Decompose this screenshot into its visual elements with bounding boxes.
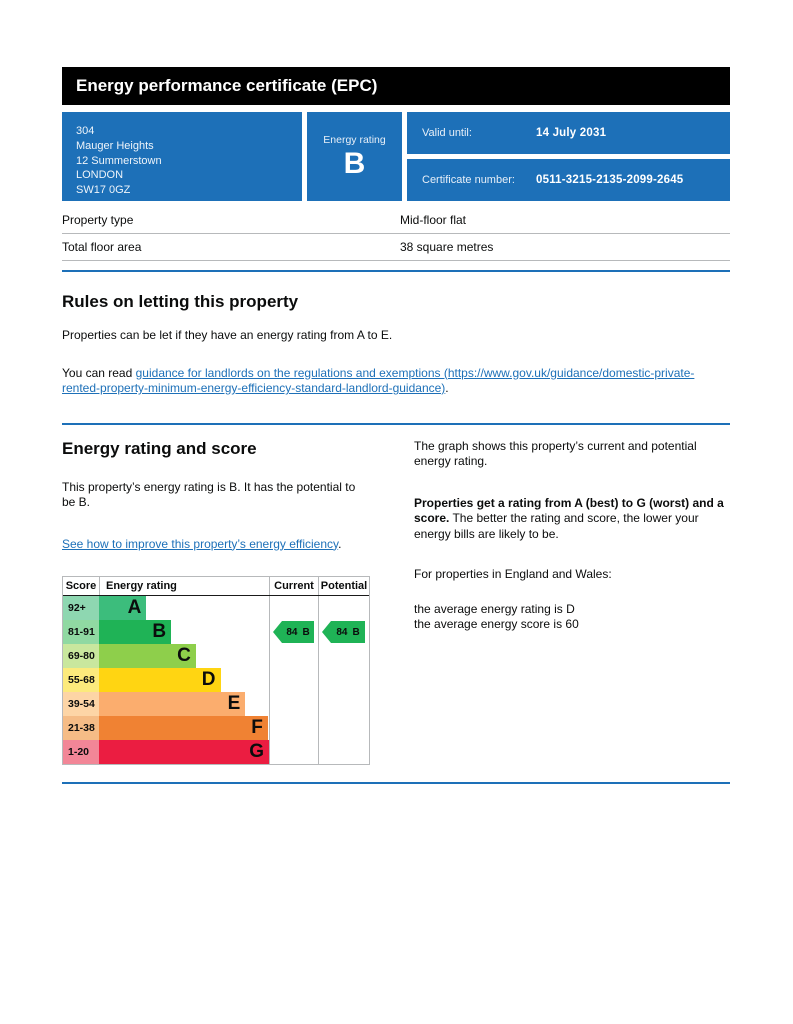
band-bar-b: B [99, 620, 171, 644]
address-line: 12 Summerstown [76, 154, 162, 167]
epc-bands [63, 596, 269, 764]
epc-band-row-e [63, 692, 269, 716]
address-line: SW17 0GZ [76, 184, 131, 197]
band-score-range: 81-91 [63, 620, 99, 644]
table-row [62, 234, 730, 261]
rating-explanation-rest: The better the rating and score, the lower your energy bills are likely to be. [414, 511, 699, 541]
band-score-range: 21-38 [63, 716, 99, 740]
epc-band-row-d [63, 668, 269, 692]
landlord-guidance-link[interactable]: guidance for landlords on the regulations and exemptions (https://www.gov.uk/guidance/domestic-private-rented-property-minimum-energy-efficiency-standard-landlord-guidance) [62, 365, 695, 395]
section-divider [62, 423, 730, 425]
epc-band-row-f [63, 716, 269, 740]
average-rating-line: the average energy rating is D [414, 601, 575, 616]
potential-column-header: Potential [318, 577, 369, 595]
rules-paragraph: Properties can be let if they have an energy rating from A to E. [62, 328, 393, 342]
national-averages [414, 602, 730, 633]
valid-until-value: 14 July 2031 [536, 127, 607, 139]
band-score-range: 39-54 [63, 692, 99, 716]
potential-score: 84 [336, 626, 348, 638]
band-score-range: 1-20 [63, 740, 99, 764]
rating-section-heading: Energy rating and score [62, 438, 257, 458]
epc-chart-header [63, 577, 369, 596]
current-rating-marker [273, 621, 314, 643]
floor-area-value: 38 square metres [400, 240, 494, 254]
band-bar-f: F [99, 716, 268, 740]
rating-summary-text: This property’s energy rating is B. It has the potential to be B. [62, 479, 356, 509]
current-column-header: Current [269, 577, 318, 595]
guidance-link-suffix: . [445, 381, 449, 395]
address-line: LONDON [76, 169, 124, 182]
property-type-value: Mid-floor flat [400, 213, 467, 227]
epc-band-row-c [63, 644, 269, 668]
potential-rating-letter: B [352, 626, 360, 638]
left-arrow-icon [322, 621, 331, 643]
band-bar-d: D [99, 668, 221, 692]
property-address [62, 112, 302, 201]
valid-until-label: Valid until: [422, 127, 472, 139]
score-column-header: Score [65, 580, 97, 592]
rating-explanation-bold: Properties get a rating from A (best) to G (worst) and a score. [414, 495, 724, 525]
current-rating-letter: B [302, 626, 310, 638]
certificate-title-bar [62, 67, 730, 105]
current-rating-column [269, 596, 318, 764]
energy-rating-label: Energy rating [323, 134, 386, 146]
improve-paragraph [62, 537, 357, 553]
table-row [62, 207, 730, 234]
energy-rating-box [307, 112, 402, 201]
rules-section-heading: Rules on letting this property [62, 292, 299, 311]
epc-band-row-b [63, 620, 269, 644]
address-line: 304 [76, 125, 95, 137]
improve-link-suffix: . [338, 536, 342, 551]
section-divider [62, 782, 730, 784]
band-bar-g: G [99, 740, 269, 764]
page-title: Energy performance certificate (EPC) [76, 76, 378, 95]
band-score-range: 55-68 [63, 668, 99, 692]
band-score-range: 69-80 [63, 644, 99, 668]
guidance-paragraph [62, 366, 712, 397]
floor-area-label: Total floor area [62, 240, 142, 254]
rating-explanation-text [414, 496, 730, 543]
guidance-link-prefix: You can read [62, 365, 136, 380]
certificate-number-label: Certificate number: [422, 174, 515, 186]
property-details-table [62, 207, 730, 261]
potential-rating-marker [322, 621, 365, 643]
certificate-summary [62, 112, 730, 201]
address-line: Mauger Heights [76, 139, 154, 152]
energy-rating-column-header: Energy rating [99, 577, 269, 595]
band-bar-c: C [99, 644, 196, 668]
band-bar-a: A [99, 596, 146, 620]
average-score-line: the average energy score is 60 [414, 617, 579, 631]
improve-efficiency-link[interactable]: See how to improve this property’s energy efficiency [62, 536, 339, 551]
valid-until-box [407, 112, 730, 154]
epc-band-row-g [63, 740, 269, 764]
potential-rating-column [318, 596, 369, 764]
energy-rating-value: B [343, 147, 366, 180]
left-arrow-icon [273, 621, 282, 643]
graph-intro-text: The graph shows this property’s current and potential energy rating. [414, 438, 697, 468]
band-bar-e: E [99, 692, 245, 716]
band-score-range: 92+ [63, 596, 99, 620]
section-divider [62, 270, 730, 272]
epc-band-row-a [63, 596, 269, 620]
certificate-number-box [407, 159, 730, 201]
current-score: 84 [286, 626, 298, 638]
property-type-label: Property type [62, 213, 134, 227]
england-wales-intro: For properties in England and Wales: [414, 567, 612, 581]
certificate-number-value: 0511-3215-2135-2099-2645 [536, 174, 684, 186]
epc-rating-chart [62, 576, 370, 765]
